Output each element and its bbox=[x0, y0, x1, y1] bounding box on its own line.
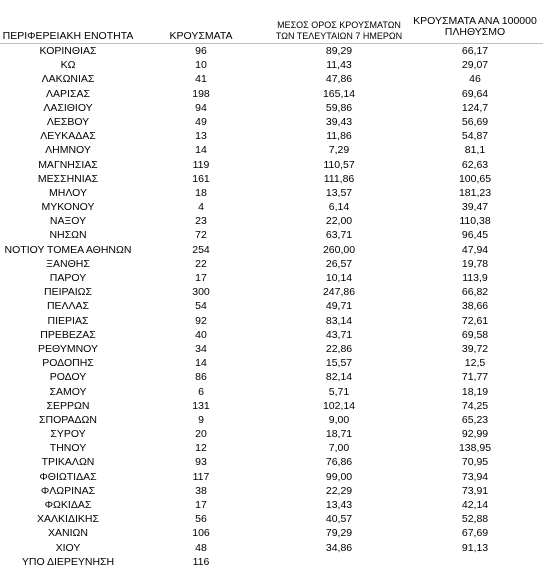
table-row bbox=[0, 441, 543, 455]
table-row bbox=[0, 555, 543, 569]
cell-seven-day-average: 82,14 bbox=[325, 371, 353, 384]
table-row bbox=[0, 101, 543, 115]
table-row bbox=[0, 186, 543, 200]
cell-per-100000: 46 bbox=[469, 73, 481, 86]
cell-region: ΥΠΟ ΔΙΕΡΕΥΝΗΣΗ bbox=[21, 555, 115, 568]
cell-per-100000: 38,66 bbox=[461, 300, 489, 313]
cell-per-100000: 74,25 bbox=[461, 399, 489, 412]
cell-region: ΝΗΣΩΝ bbox=[49, 229, 87, 242]
cell-seven-day-average: 49,71 bbox=[325, 300, 353, 313]
cell-seven-day-average: 10,14 bbox=[325, 272, 353, 284]
cell-region: ΚΩ bbox=[60, 59, 76, 72]
cell-region: ΠΙΕΡΙΑΣ bbox=[47, 314, 89, 327]
cell-region: ΣΑΜΟΥ bbox=[49, 385, 87, 398]
cell-cases: 93 bbox=[195, 456, 207, 469]
cell-region: ΛΕΥΚΑΔΑΣ bbox=[40, 130, 96, 143]
cell-cases: 18 bbox=[195, 186, 207, 199]
cell-region: ΛΑΡΙΣΑΣ bbox=[46, 87, 90, 100]
cell-per-100000: 91,13 bbox=[461, 541, 489, 554]
table-row bbox=[0, 512, 543, 526]
cell-cases: 254 bbox=[192, 243, 210, 256]
cell-cases: 20 bbox=[195, 428, 207, 441]
cell-per-100000: 52,88 bbox=[461, 513, 489, 526]
cell-region: ΡΟΔΟΠΗΣ bbox=[42, 357, 94, 370]
cell-seven-day-average: 59,86 bbox=[325, 101, 353, 114]
cell-cases: 22 bbox=[195, 257, 207, 270]
cell-cases: 17 bbox=[195, 499, 207, 511]
cell-per-100000: 42,14 bbox=[461, 499, 489, 511]
cell-region: ΠΡΕΒΕΖΑΣ bbox=[40, 328, 96, 341]
header-average-line-2: ΤΩΝ ΤΕΛΕΥΤΑΙΩΝ 7 ΗΜΕΡΩΝ bbox=[275, 31, 403, 41]
cell-seven-day-average: 76,86 bbox=[325, 456, 353, 469]
cell-seven-day-average: 83,14 bbox=[325, 314, 353, 327]
cell-region: ΤΡΙΚΑΛΩΝ bbox=[41, 456, 95, 469]
cell-seven-day-average: 11,43 bbox=[326, 59, 352, 72]
cell-cases: 94 bbox=[195, 101, 207, 114]
header-average-line-1: ΜΕΣΟΣ ΟΡΟΣ ΚΡΟΥΣΜΑΤΩΝ bbox=[277, 20, 401, 30]
cell-cases: 86 bbox=[195, 371, 207, 384]
cell-cases: 14 bbox=[195, 144, 207, 157]
cell-per-100000: 56,69 bbox=[461, 115, 489, 128]
cell-per-100000: 66,82 bbox=[461, 286, 489, 299]
cell-per-100000: 73,94 bbox=[461, 470, 489, 483]
table-row bbox=[0, 356, 543, 370]
cell-per-100000: 62,63 bbox=[461, 158, 489, 171]
table-row bbox=[0, 370, 543, 384]
cell-per-100000: 65,23 bbox=[461, 413, 489, 426]
cell-seven-day-average: 63,71 bbox=[325, 229, 353, 242]
cell-per-100000: 29,07 bbox=[461, 59, 489, 72]
cell-region: ΦΘΙΩΤΙΔΑΣ bbox=[39, 470, 97, 483]
header-seven-day-average bbox=[272, 20, 406, 42]
cell-per-100000: 81,1 bbox=[464, 144, 486, 157]
cell-per-100000: 113,9 bbox=[462, 272, 488, 284]
cell-cases: 92 bbox=[195, 314, 207, 327]
cell-region: ΞΑΝΘΗΣ bbox=[46, 257, 90, 270]
cell-seven-day-average: 40,57 bbox=[325, 513, 353, 526]
table-row bbox=[0, 87, 543, 101]
cell-region: ΧΙΟΥ bbox=[55, 541, 81, 554]
cell-region: ΣΠΟΡΑΔΩΝ bbox=[39, 413, 97, 426]
cell-per-100000: 39,72 bbox=[461, 342, 489, 355]
header-cases: ΚΡΟΥΣΜΑΤΑ bbox=[169, 30, 233, 42]
table-row bbox=[0, 172, 543, 186]
table-row bbox=[0, 484, 543, 498]
cell-region: ΛΗΜΝΟΥ bbox=[45, 144, 91, 157]
table-row bbox=[0, 257, 543, 271]
cell-per-100000: 96,45 bbox=[461, 229, 489, 242]
cell-seven-day-average: 22,00 bbox=[325, 215, 353, 228]
table-row bbox=[0, 413, 543, 427]
header-per-line-2: ΠΛΗΘΥΣΜΟ bbox=[444, 26, 506, 38]
cell-seven-day-average: 89,29 bbox=[325, 45, 353, 57]
cell-seven-day-average: 260,00 bbox=[322, 243, 356, 256]
cell-per-100000: 92,99 bbox=[461, 428, 489, 441]
cell-region: ΜΕΣΣΗΝΙΑΣ bbox=[37, 172, 99, 185]
cell-seven-day-average: 165,14 bbox=[322, 87, 356, 100]
cell-region: ΜΑΓΝΗΣΙΑΣ bbox=[38, 158, 98, 171]
header-per-line-1: ΚΡΟΥΣΜΑΤΑ ΑΝΑ 100000 bbox=[413, 15, 537, 27]
cell-seven-day-average: 39,43 bbox=[325, 115, 353, 128]
cell-region: ΛΑΣΙΘΙΟΥ bbox=[43, 101, 93, 114]
cell-seven-day-average: 47,86 bbox=[325, 73, 353, 86]
cell-region: ΡΟΔΟΥ bbox=[49, 371, 87, 384]
cell-per-100000: 72,61 bbox=[461, 314, 489, 327]
cell-region: ΧΑΛΚΙΔΙΚΗΣ bbox=[37, 513, 99, 526]
cell-cases: 106 bbox=[192, 527, 210, 540]
cell-region: ΝΟΤΙΟΥ ΤΟΜΕΑ ΑΘΗΝΩΝ bbox=[4, 243, 132, 256]
cell-cases: 38 bbox=[195, 484, 207, 497]
table-row bbox=[0, 72, 543, 86]
cell-seven-day-average: 22,29 bbox=[325, 484, 353, 497]
cell-region: ΜΗΛΟΥ bbox=[49, 186, 87, 199]
cell-cases: 161 bbox=[192, 172, 210, 185]
cell-region: ΧΑΝΙΩΝ bbox=[48, 527, 88, 540]
cell-per-100000: 67,69 bbox=[461, 527, 489, 540]
cell-per-100000: 39,47 bbox=[461, 201, 489, 214]
cell-seven-day-average: 99,00 bbox=[325, 470, 353, 483]
cell-region: ΛΑΚΩΝΙΑΣ bbox=[41, 73, 95, 86]
cell-cases: 40 bbox=[195, 328, 207, 341]
table-row bbox=[0, 526, 543, 540]
cell-per-100000: 19,78 bbox=[461, 257, 489, 270]
cell-seven-day-average: 7,00 bbox=[328, 442, 350, 455]
cell-per-100000: 69,58 bbox=[461, 328, 489, 341]
cell-region: ΤΗΝΟΥ bbox=[49, 442, 87, 455]
cell-seven-day-average: 13,57 bbox=[325, 186, 353, 199]
header-per-100000 bbox=[408, 16, 542, 38]
cell-per-100000: 71,77 bbox=[461, 371, 489, 384]
table-row bbox=[0, 470, 543, 484]
table-row bbox=[0, 427, 543, 441]
table-row bbox=[0, 44, 543, 58]
cell-region: ΣΕΡΡΩΝ bbox=[46, 399, 90, 412]
cell-region: ΠΑΡΟΥ bbox=[49, 272, 87, 284]
table-row bbox=[0, 342, 543, 356]
cell-region: ΣΥΡΟΥ bbox=[50, 428, 86, 441]
cell-cases: 117 bbox=[192, 470, 210, 483]
table-row bbox=[0, 200, 543, 214]
table-row bbox=[0, 115, 543, 129]
table-row bbox=[0, 399, 543, 413]
cell-cases: 116 bbox=[192, 555, 210, 568]
cell-cases: 12 bbox=[195, 442, 207, 455]
table-row bbox=[0, 498, 543, 512]
cell-cases: 9 bbox=[198, 413, 204, 426]
table-row bbox=[0, 328, 543, 342]
table-row bbox=[0, 243, 543, 257]
cell-per-100000: 110,38 bbox=[459, 215, 491, 228]
table-row bbox=[0, 285, 543, 299]
cell-cases: 56 bbox=[195, 513, 207, 526]
cell-region: ΜΥΚΟΝΟΥ bbox=[41, 201, 95, 214]
table-row bbox=[0, 129, 543, 143]
cell-region: ΦΛΩΡΙΝΑΣ bbox=[40, 484, 96, 497]
cell-cases: 198 bbox=[192, 87, 210, 100]
cell-per-100000: 18,19 bbox=[461, 385, 489, 398]
table-row bbox=[0, 299, 543, 313]
cell-seven-day-average: 247,86 bbox=[322, 286, 356, 299]
cell-seven-day-average: 13,43 bbox=[325, 499, 353, 511]
cell-per-100000: 47,94 bbox=[461, 243, 489, 256]
cell-region: ΛΕΣΒΟΥ bbox=[46, 115, 90, 128]
cell-cases: 10 bbox=[195, 59, 207, 72]
table-body bbox=[0, 44, 543, 569]
cell-cases: 4 bbox=[198, 201, 204, 214]
cell-per-100000: 100,65 bbox=[458, 172, 492, 185]
header-region: ΠΕΡΙΦΕΡΕΙΑΚΗ ΕΝΟΤΗΤΑ bbox=[2, 30, 134, 42]
cell-per-100000: 69,64 bbox=[461, 87, 489, 100]
cell-per-100000: 73,91 bbox=[461, 484, 489, 497]
cell-cases: 41 bbox=[195, 73, 207, 86]
cell-cases: 54 bbox=[195, 300, 207, 313]
cell-cases: 6 bbox=[198, 385, 204, 398]
cell-cases: 49 bbox=[195, 115, 207, 128]
table-row bbox=[0, 541, 543, 555]
table-row bbox=[0, 314, 543, 328]
cell-cases: 96 bbox=[195, 45, 207, 57]
table-row bbox=[0, 271, 543, 285]
cell-cases: 14 bbox=[195, 357, 207, 370]
table-row bbox=[0, 214, 543, 228]
cell-cases: 72 bbox=[195, 229, 207, 242]
cell-per-100000: 12,5 bbox=[464, 357, 486, 370]
cell-seven-day-average: 111,86 bbox=[323, 172, 355, 185]
cell-region: ΠΕΛΛΑΣ bbox=[46, 300, 90, 313]
cell-seven-day-average: 110,57 bbox=[323, 158, 355, 171]
cell-cases: 13 bbox=[195, 130, 207, 143]
cell-seven-day-average: 26,57 bbox=[325, 257, 353, 270]
cell-per-100000: 70,95 bbox=[461, 456, 489, 469]
cell-per-100000: 138,95 bbox=[458, 442, 492, 455]
cell-per-100000: 66,17 bbox=[461, 45, 489, 57]
cell-per-100000: 54,87 bbox=[461, 130, 489, 143]
cell-cases: 23 bbox=[195, 215, 207, 228]
cell-seven-day-average: 79,29 bbox=[325, 527, 353, 540]
cell-seven-day-average: 15,57 bbox=[325, 357, 353, 370]
cell-seven-day-average: 9,00 bbox=[328, 413, 350, 426]
cell-cases: 17 bbox=[195, 272, 207, 284]
table-row bbox=[0, 58, 543, 72]
table-row bbox=[0, 228, 543, 242]
cell-cases: 131 bbox=[192, 399, 210, 412]
cell-seven-day-average: 7,29 bbox=[328, 144, 350, 157]
table-row bbox=[0, 385, 543, 399]
cell-seven-day-average: 6,14 bbox=[328, 201, 350, 214]
cell-cases: 34 bbox=[195, 342, 207, 355]
cell-seven-day-average: 102,14 bbox=[322, 399, 356, 412]
cell-cases: 48 bbox=[195, 541, 207, 554]
cell-seven-day-average: 5,71 bbox=[328, 385, 350, 398]
cell-seven-day-average: 18,71 bbox=[325, 428, 353, 441]
cell-seven-day-average: 22,86 bbox=[325, 342, 353, 355]
table-row bbox=[0, 143, 543, 157]
cell-region: ΦΩΚΙΔΑΣ bbox=[44, 499, 92, 511]
cell-seven-day-average: 34,86 bbox=[325, 541, 353, 554]
cell-region: ΝΑΞΟΥ bbox=[49, 215, 87, 228]
cell-per-100000: 181,23 bbox=[458, 186, 492, 199]
table-row bbox=[0, 158, 543, 172]
cell-region: ΚΟΡΙΝΘΙΑΣ bbox=[39, 45, 97, 57]
cell-per-100000: 124,7 bbox=[461, 101, 489, 114]
cell-seven-day-average: 43,71 bbox=[325, 328, 353, 341]
cell-region: ΡΕΘΥΜΝΟΥ bbox=[37, 342, 98, 355]
cell-seven-day-average: 11,86 bbox=[326, 130, 352, 143]
table-row bbox=[0, 455, 543, 469]
cell-cases: 300 bbox=[192, 286, 210, 299]
cell-cases: 119 bbox=[192, 158, 210, 171]
cell-region: ΠΕΙΡΑΙΩΣ bbox=[44, 286, 92, 299]
